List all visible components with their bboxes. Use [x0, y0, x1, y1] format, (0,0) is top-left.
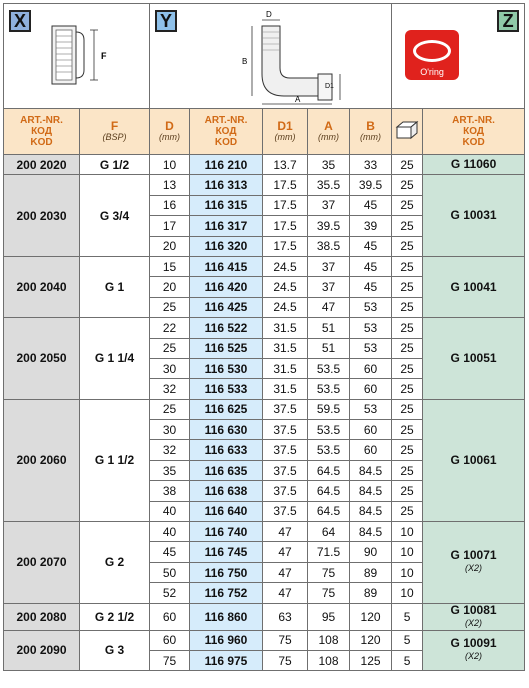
header-b-unit: (mm)	[360, 131, 382, 142]
product-code-cell: 116 420	[190, 277, 263, 297]
length-b-cell: 60	[350, 420, 392, 440]
length-a-cell: 64.5	[308, 460, 350, 480]
header-a-label: A	[324, 118, 333, 133]
diameter-d-cell: 32	[150, 440, 190, 460]
header-art	[4, 109, 80, 155]
header-oring	[423, 109, 525, 155]
oring-code: G 10031	[450, 208, 497, 223]
diameter-d1-cell: 37.5	[263, 420, 308, 440]
header-art-line: ART.-NR.	[20, 115, 63, 126]
header-art-line: KOD	[30, 137, 53, 148]
table-row	[4, 256, 525, 276]
product-code-cell: 116 425	[190, 297, 263, 317]
oring-code-cell	[423, 630, 525, 671]
length-a-cell: 53.5	[308, 358, 350, 378]
length-b-cell: 53	[350, 297, 392, 317]
dimension-label-f: F	[101, 51, 107, 61]
diameter-d1-cell: 37.5	[263, 481, 308, 501]
diameter-d1-cell: 17.5	[263, 175, 308, 195]
length-a-cell: 35.5	[308, 175, 350, 195]
length-b-cell: 45	[350, 195, 392, 215]
nut-drawing	[4, 4, 150, 109]
oring-code: G 10051	[450, 350, 497, 365]
length-b-cell: 60	[350, 358, 392, 378]
thread-size-cell: G 1	[80, 256, 150, 317]
product-code-cell: 116 750	[190, 562, 263, 582]
length-a-cell: 64	[308, 522, 350, 542]
diameter-d-cell: 60	[150, 630, 190, 650]
diameter-d-cell: 15	[150, 256, 190, 276]
oring-code-cell	[423, 522, 525, 604]
oring-code: G 10081	[450, 602, 497, 617]
pack-quantity-cell: 5	[392, 650, 423, 670]
length-b-cell: 89	[350, 562, 392, 582]
header-d-unit: (mm)	[159, 131, 180, 142]
article-number-cell: 200 2090	[4, 630, 80, 671]
header-art-line: КОД	[31, 126, 52, 137]
oring-code-cell	[423, 318, 525, 400]
length-b-cell: 33	[350, 155, 392, 175]
oring-quantity-note: (X2)	[465, 617, 483, 628]
product-code-cell: 116 638	[190, 481, 263, 501]
product-code-cell: 116 625	[190, 399, 263, 419]
marker-x: X	[9, 10, 31, 32]
diameter-d-cell: 22	[150, 318, 190, 338]
thread-size-cell: G 1 1/2	[80, 399, 150, 521]
marker-y: Y	[155, 10, 177, 32]
dimension-label-d1: D1	[325, 83, 334, 90]
pack-quantity-cell: 25	[392, 420, 423, 440]
diameter-d1-cell: 17.5	[263, 236, 308, 256]
product-code-cell: 116 522	[190, 318, 263, 338]
length-b-cell: 84.5	[350, 481, 392, 501]
thread-size-cell: G 3/4	[80, 175, 150, 257]
diameter-d-cell: 16	[150, 195, 190, 215]
length-a-cell: 64.5	[308, 501, 350, 521]
length-b-cell: 84.5	[350, 522, 392, 542]
diameter-d-cell: 35	[150, 460, 190, 480]
table-row	[4, 399, 525, 419]
product-code-cell: 116 860	[190, 603, 263, 630]
length-a-cell: 37	[308, 256, 350, 276]
length-b-cell: 39.5	[350, 175, 392, 195]
article-number-cell: 200 2060	[4, 399, 80, 521]
diameter-d1-cell: 31.5	[263, 379, 308, 399]
pack-quantity-cell: 10	[392, 583, 423, 603]
diameter-d1-cell: 47	[263, 583, 308, 603]
length-a-cell: 47	[308, 297, 350, 317]
length-b-cell: 53	[350, 318, 392, 338]
pack-quantity-cell: 25	[392, 318, 423, 338]
length-b-cell: 45	[350, 277, 392, 297]
length-a-cell: 64.5	[308, 481, 350, 501]
diameter-d1-cell: 37.5	[263, 501, 308, 521]
pack-quantity-cell: 25	[392, 481, 423, 501]
oring-quantity-note: (X2)	[465, 651, 483, 662]
product-code-cell: 116 315	[190, 195, 263, 215]
product-code-cell: 116 635	[190, 460, 263, 480]
header-f	[80, 109, 150, 155]
pack-quantity-cell: 25	[392, 256, 423, 276]
pack-quantity-cell: 25	[392, 195, 423, 215]
elbow-drawing	[150, 4, 392, 109]
product-code-cell: 116 752	[190, 583, 263, 603]
length-b-cell: 120	[350, 630, 392, 650]
product-code-cell: 116 530	[190, 358, 263, 378]
product-code-cell: 116 633	[190, 440, 263, 460]
header-a-unit: (mm)	[318, 131, 339, 142]
header-d1-label: D1	[277, 118, 293, 133]
diameter-d-cell: 40	[150, 522, 190, 542]
diameter-d-cell: 25	[150, 399, 190, 419]
article-number-cell: 200 2040	[4, 256, 80, 317]
diameter-d1-cell: 63	[263, 603, 308, 630]
length-a-cell: 108	[308, 650, 350, 670]
pack-quantity-cell: 25	[392, 338, 423, 358]
header-d1-unit: (mm)	[274, 131, 296, 142]
thread-size-cell: G 1 1/4	[80, 318, 150, 400]
oring-badge	[405, 30, 459, 80]
pack-quantity-cell: 25	[392, 501, 423, 521]
thread-size-cell: G 1/2	[80, 155, 150, 175]
length-a-cell: 37	[308, 277, 350, 297]
header-code-line: KOD	[214, 137, 238, 148]
product-code-cell: 116 640	[190, 501, 263, 521]
length-a-cell: 37	[308, 195, 350, 215]
diameter-d1-cell: 13.7	[263, 155, 308, 175]
oring-badge-label: O'ring	[420, 67, 444, 77]
pack-quantity-cell: 25	[392, 175, 423, 195]
length-a-cell: 71.5	[308, 542, 350, 562]
oring-icon	[413, 40, 451, 62]
diameter-d-cell: 75	[150, 650, 190, 670]
header-oring-line: KOD	[462, 137, 485, 148]
length-a-cell: 53.5	[308, 440, 350, 460]
product-code-cell: 116 210	[190, 155, 263, 175]
product-code-cell: 116 415	[190, 256, 263, 276]
product-code-cell: 116 317	[190, 216, 263, 236]
length-b-cell: 45	[350, 256, 392, 276]
diameter-d1-cell: 24.5	[263, 277, 308, 297]
product-sheet	[3, 3, 524, 683]
product-code-cell: 116 960	[190, 630, 263, 650]
article-number-cell: 200 2030	[4, 175, 80, 257]
thread-size-cell: G 2	[80, 522, 150, 604]
pack-quantity-cell: 5	[392, 630, 423, 650]
diameter-d1-cell: 47	[263, 522, 308, 542]
oring-code: G 11060	[450, 157, 497, 172]
diameter-d1-cell: 47	[263, 562, 308, 582]
table-row	[4, 175, 525, 195]
diameter-d-cell: 20	[150, 277, 190, 297]
marker-z: Z	[497, 10, 519, 32]
header-b	[350, 109, 392, 155]
product-code-cell: 116 630	[190, 420, 263, 440]
diameter-d-cell: 50	[150, 562, 190, 582]
diameter-d-cell: 30	[150, 420, 190, 440]
length-b-cell: 89	[350, 583, 392, 603]
product-code-cell: 116 975	[190, 650, 263, 670]
oring-code-cell	[423, 155, 525, 175]
nut-illustration-panel	[4, 4, 150, 109]
diameter-d1-cell: 17.5	[263, 195, 308, 215]
pack-quantity-cell: 25	[392, 277, 423, 297]
diameter-d1-cell: 31.5	[263, 318, 308, 338]
header-code	[190, 109, 263, 155]
pack-quantity-cell: 10	[392, 522, 423, 542]
header-oring-line: ART.-NR.	[452, 115, 495, 126]
length-a-cell: 75	[308, 562, 350, 582]
length-b-cell: 120	[350, 603, 392, 630]
diameter-d-cell: 45	[150, 542, 190, 562]
pack-quantity-cell: 25	[392, 379, 423, 399]
product-code-cell: 116 525	[190, 338, 263, 358]
oring-quantity-note: (X2)	[465, 563, 483, 574]
length-b-cell: 53	[350, 399, 392, 419]
oring-code-cell	[423, 175, 525, 257]
header-pack	[392, 109, 423, 155]
length-a-cell: 38.5	[308, 236, 350, 256]
header-f-unit: (BSP)	[102, 131, 127, 142]
article-number-cell: 200 2070	[4, 522, 80, 604]
fittings-table	[3, 3, 525, 671]
length-b-cell: 84.5	[350, 501, 392, 521]
diameter-d1-cell: 31.5	[263, 338, 308, 358]
length-b-cell: 53	[350, 338, 392, 358]
diameter-d-cell: 52	[150, 583, 190, 603]
package-box-icon	[395, 120, 419, 140]
illustration-row	[4, 4, 525, 109]
pack-quantity-cell: 25	[392, 236, 423, 256]
diameter-d1-cell: 75	[263, 650, 308, 670]
diameter-d1-cell: 24.5	[263, 297, 308, 317]
product-code-cell: 116 745	[190, 542, 263, 562]
thread-size-cell: G 2 1/2	[80, 603, 150, 630]
header-a	[308, 109, 350, 155]
pack-quantity-cell: 25	[392, 399, 423, 419]
length-a-cell: 53.5	[308, 379, 350, 399]
oring-code-cell	[423, 256, 525, 317]
length-a-cell: 51	[308, 318, 350, 338]
diameter-d-cell: 17	[150, 216, 190, 236]
pack-quantity-cell: 25	[392, 216, 423, 236]
product-code-cell: 116 320	[190, 236, 263, 256]
diameter-d-cell: 32	[150, 379, 190, 399]
header-code-line: ART.-NR.	[204, 115, 248, 126]
diameter-d-cell: 40	[150, 501, 190, 521]
diameter-d-cell: 60	[150, 603, 190, 630]
header-b-label: B	[366, 118, 375, 133]
length-b-cell: 90	[350, 542, 392, 562]
length-a-cell: 35	[308, 155, 350, 175]
pack-quantity-cell: 25	[392, 440, 423, 460]
table-row	[4, 522, 525, 542]
diameter-d-cell: 10	[150, 155, 190, 175]
header-d-label: D	[165, 118, 174, 133]
header-d	[150, 109, 190, 155]
header-oring-line: КОД	[463, 126, 484, 137]
diameter-d-cell: 13	[150, 175, 190, 195]
oring-code: G 10091	[450, 636, 497, 651]
header-code-line: КОД	[215, 126, 237, 137]
table-row	[4, 155, 525, 175]
dimension-label-d: D	[266, 10, 272, 19]
length-a-cell: 95	[308, 603, 350, 630]
elbow-illustration-panel	[150, 4, 392, 109]
pack-quantity-cell: 5	[392, 603, 423, 630]
length-b-cell: 45	[350, 236, 392, 256]
diameter-d-cell: 20	[150, 236, 190, 256]
oring-code-cell	[423, 603, 525, 630]
length-b-cell: 84.5	[350, 460, 392, 480]
diameter-d1-cell: 17.5	[263, 216, 308, 236]
dimension-label-a: A	[295, 95, 301, 104]
diameter-d-cell: 25	[150, 338, 190, 358]
dimension-label-b: B	[242, 57, 248, 66]
oring-code: G 10071	[450, 548, 497, 563]
product-code-cell: 116 313	[190, 175, 263, 195]
article-number-cell: 200 2050	[4, 318, 80, 400]
header-f-label: F	[110, 118, 119, 133]
length-a-cell: 75	[308, 583, 350, 603]
article-number-cell: 200 2080	[4, 603, 80, 630]
pack-quantity-cell: 25	[392, 460, 423, 480]
header-row	[4, 109, 525, 155]
table-row	[4, 318, 525, 338]
oring-illustration-panel	[392, 4, 525, 109]
header-d1	[263, 109, 308, 155]
diameter-d1-cell: 31.5	[263, 358, 308, 378]
pack-quantity-cell: 10	[392, 562, 423, 582]
product-code-cell: 116 533	[190, 379, 263, 399]
diameter-d-cell: 30	[150, 358, 190, 378]
length-b-cell: 60	[350, 440, 392, 460]
diameter-d1-cell: 24.5	[263, 256, 308, 276]
pack-quantity-cell: 25	[392, 297, 423, 317]
diameter-d1-cell: 75	[263, 630, 308, 650]
table-row	[4, 603, 525, 630]
diameter-d1-cell: 47	[263, 542, 308, 562]
length-a-cell: 51	[308, 338, 350, 358]
diameter-d-cell: 38	[150, 481, 190, 501]
oring-code: G 10061	[450, 452, 497, 467]
oring-code: G 10041	[450, 279, 497, 294]
oring-code-cell	[423, 399, 525, 521]
length-b-cell: 125	[350, 650, 392, 670]
table-row	[4, 630, 525, 650]
pack-quantity-cell: 10	[392, 542, 423, 562]
length-a-cell: 59.5	[308, 399, 350, 419]
length-b-cell: 60	[350, 379, 392, 399]
length-a-cell: 108	[308, 630, 350, 650]
pack-quantity-cell: 25	[392, 358, 423, 378]
pack-quantity-cell: 25	[392, 155, 423, 175]
thread-size-cell: G 3	[80, 630, 150, 671]
length-b-cell: 39	[350, 216, 392, 236]
diameter-d1-cell: 37.5	[263, 399, 308, 419]
diameter-d1-cell: 37.5	[263, 440, 308, 460]
diameter-d1-cell: 37.5	[263, 460, 308, 480]
product-code-cell: 116 740	[190, 522, 263, 542]
article-number-cell: 200 2020	[4, 155, 80, 175]
length-a-cell: 53.5	[308, 420, 350, 440]
length-a-cell: 39.5	[308, 216, 350, 236]
diameter-d-cell: 25	[150, 297, 190, 317]
